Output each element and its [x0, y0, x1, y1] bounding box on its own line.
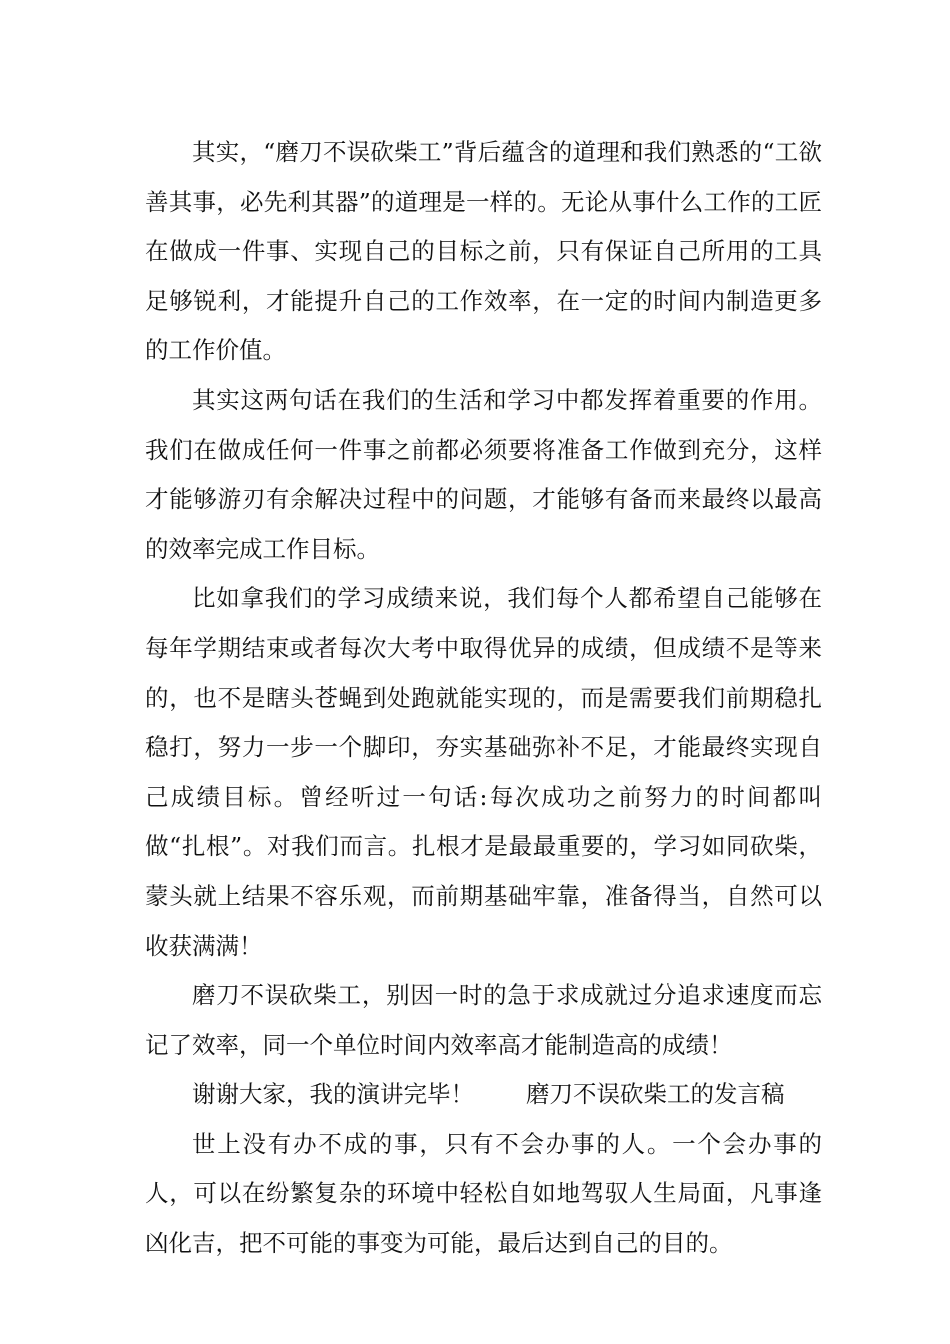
paragraph-1: 其实，“磨刀不误砍柴工”背后蕴含的道理和我们熟悉的“工欲善其事，必先利其器”的道理是一样的。无论从事什么工作的工匠在做成一件事、实现自己的目标之前，只有保证自己所用的工具足够锐利，才能提升自己的工作效率，在一定的时间内制造更多的工作价值。 — [145, 138, 822, 365]
closing-text: 谢谢大家，我的演讲完毕！ — [192, 1080, 474, 1109]
paragraph-5: 世上没有办不成的事，只有不会办事的人。一个会办事的人，可以在纷繁复杂的环境中轻松自如地驾驭人生局面，凡事逢凶化吉，把不可能的事变为可能，最后达到自己的目的。 — [145, 1129, 822, 1258]
next-speech-title: 磨刀不误砍柴工的发言稿 — [526, 1080, 785, 1109]
document-body — [145, 128, 822, 1269]
closing-line — [145, 1070, 822, 1120]
paragraph-2: 其实这两句话在我们的生活和学习中都发挥着重要的作用。我们在做成任何一件事之前都必须要将准备工作做到充分，这样才能够游刃有余解决过程中的问题，才能够有备而来最终以最高的效率完成工作目标。 — [145, 385, 822, 563]
paragraph-3: 比如拿我们的学习成绩来说，我们每个人都希望自己能够在每年学期结束或者每次大考中取得优异的成绩，但成绩不是等来的，也不是瞎头苍蝇到处跑就能实现的，而是需要我们前期稳扎稳打，努力一步一个脚印，夯实基础弥补不足，才能最终实现自己成绩目标。曾经听过一句话:每次成功之前努力的时间都叫做“扎根”。对我们而言。扎根才是最最重要的，学习如同砍柴，蒙头就上结果不容乐观，而前期基础牢靠，准备得当，自然可以收获满满！ — [145, 584, 822, 960]
paragraph-4: 磨刀不误砍柴工，别因一时的急于求成就过分追求速度而忘记了效率，同一个单位时间内效率高才能制造高的成绩！ — [145, 981, 822, 1059]
